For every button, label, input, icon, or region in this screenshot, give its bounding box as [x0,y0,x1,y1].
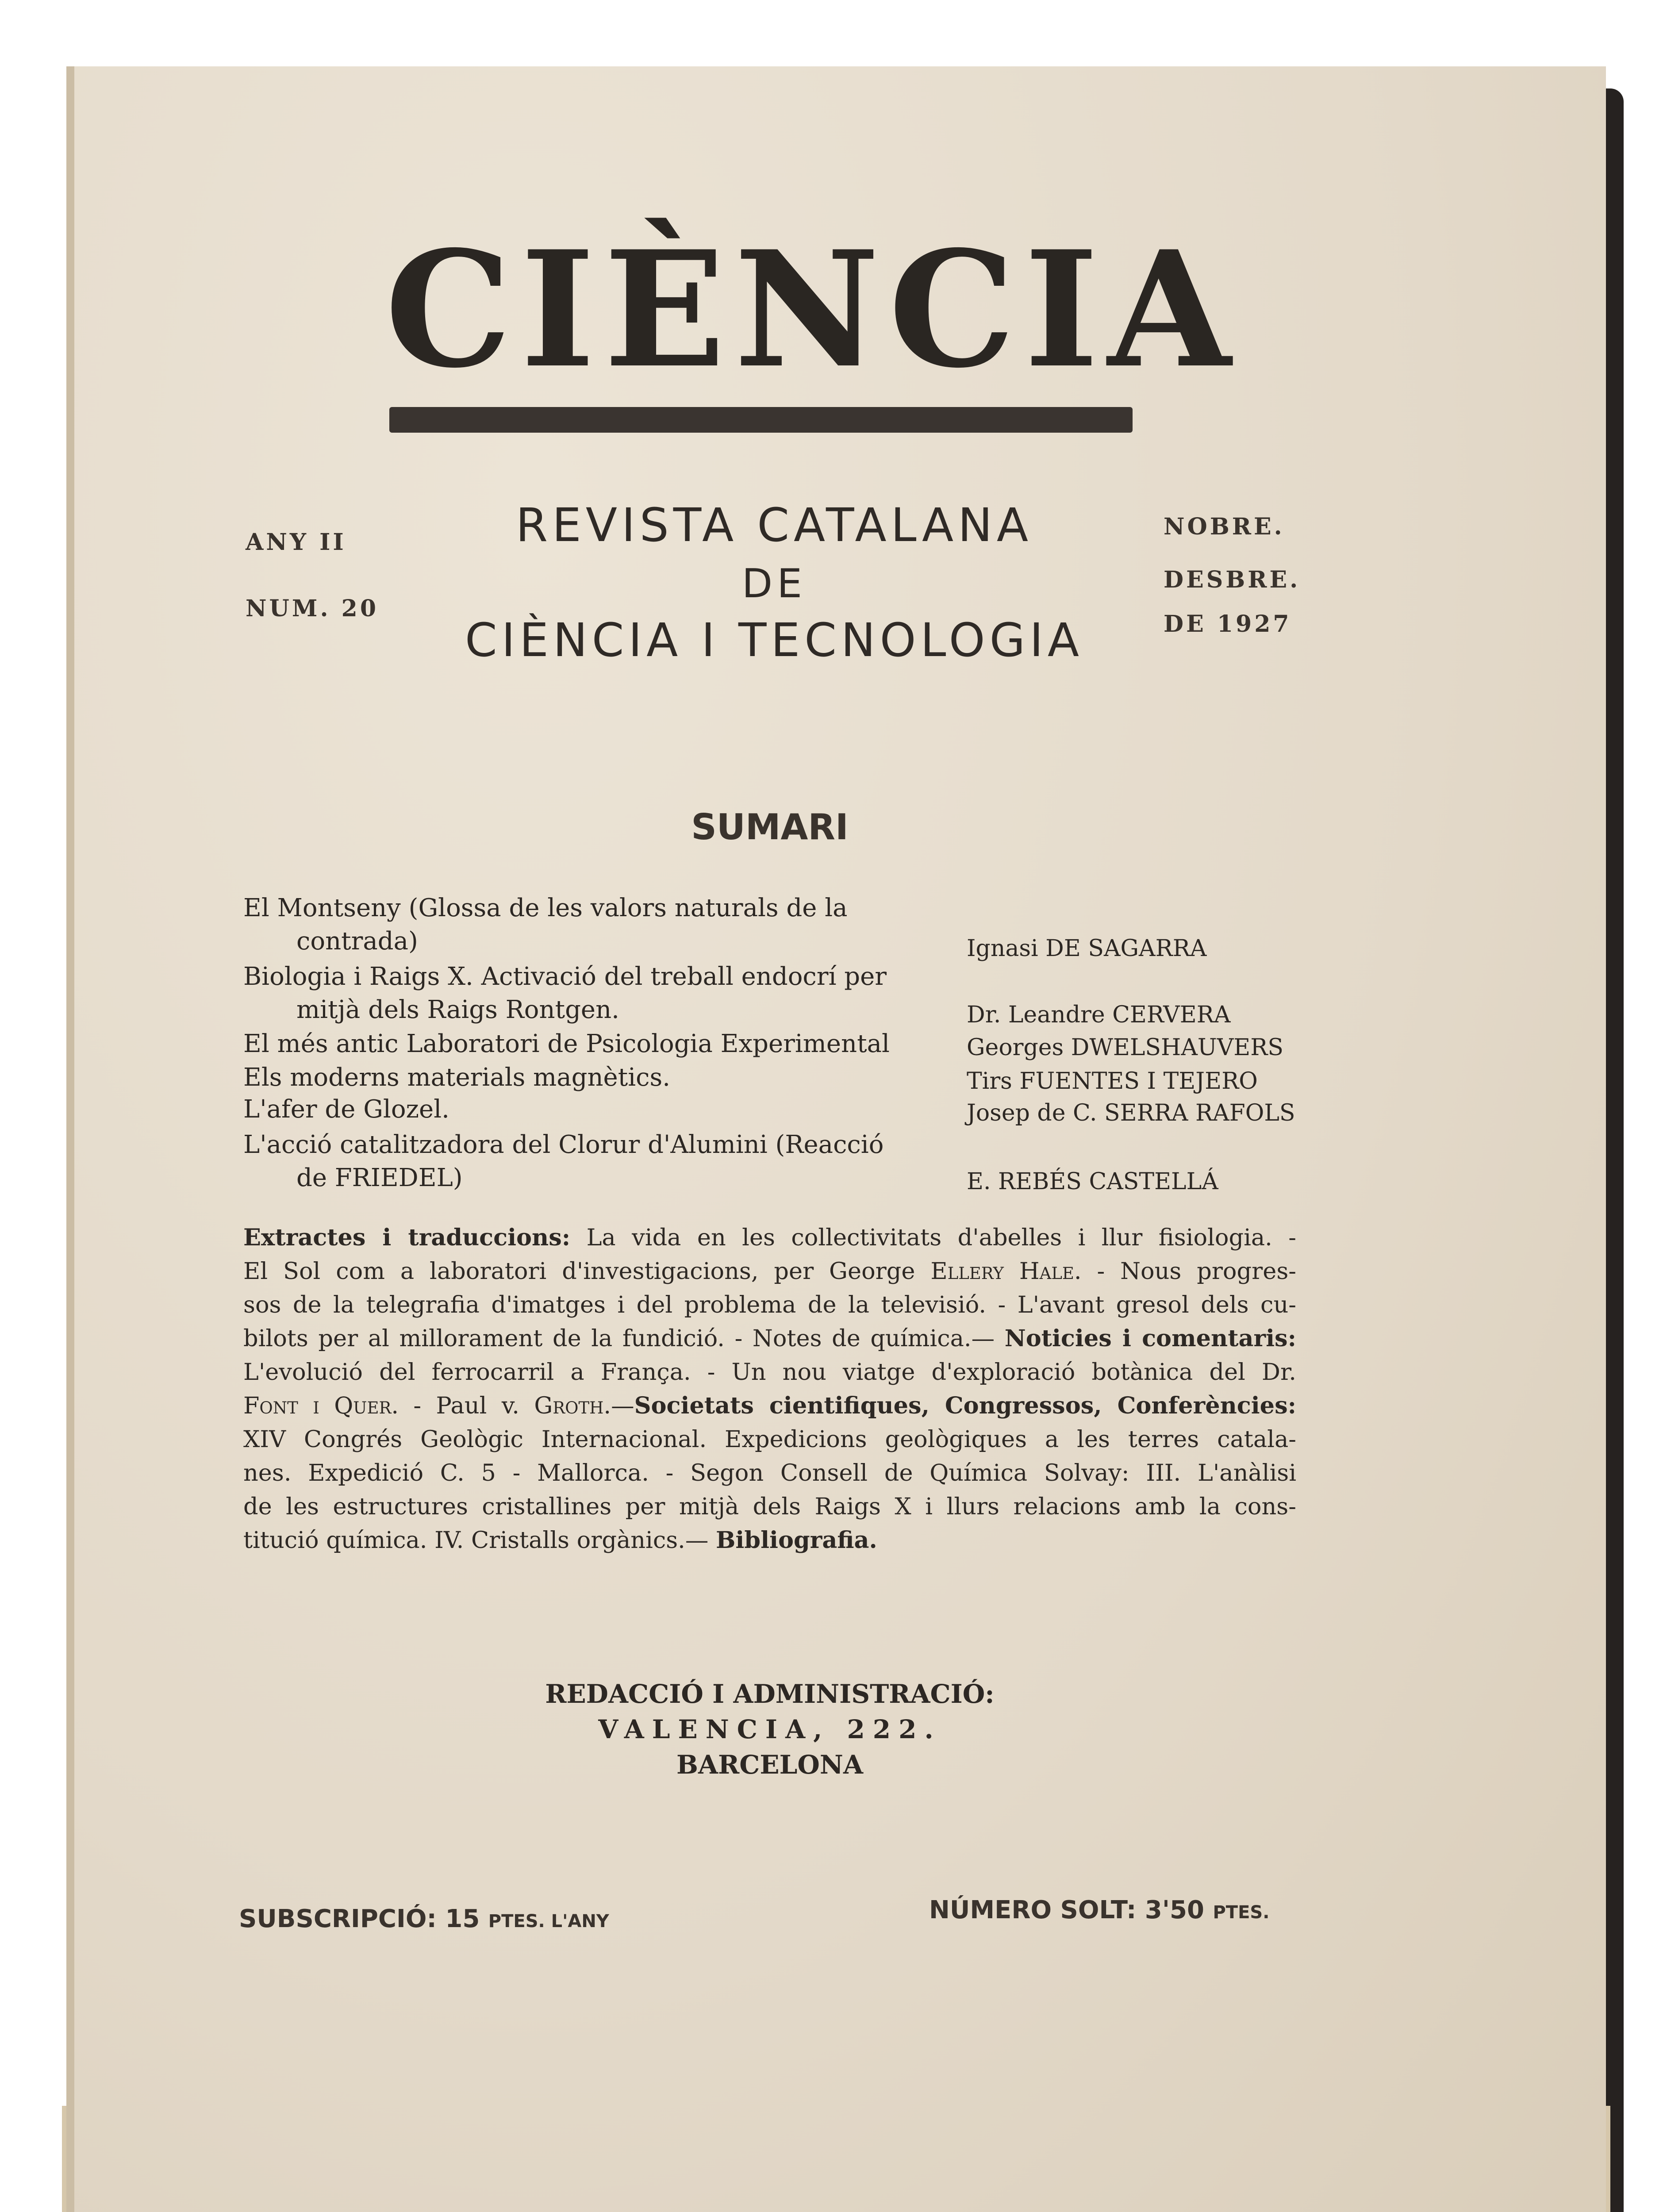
extracts-heading: Extractes i traduccions: [243,1224,571,1251]
subscription-price [239,1907,609,1932]
issue-year: DE 1927 [1164,611,1292,637]
extracts-line-7: XIV Congrés Geològic Internacional. Expedicions geològiques a les terres catala- [243,1426,1296,1453]
societies-heading: Societats cientifiques, Congressos, Conferències: [634,1392,1297,1419]
magazine-title: CIÈNCIA [385,216,1240,403]
toc-item-1-author: Ignasi DE SAGARRA [967,935,1207,962]
address-city: BARCELONA [676,1750,863,1780]
single-issue-price [929,1898,1269,1923]
issue-number: NUM. 20 [246,595,379,622]
title-underline [389,407,1133,433]
extracts-text: . - Nous progres- [1074,1258,1296,1285]
toc-item-3-title: El més antic Laboratori de Psicologia Experimental [243,1029,890,1058]
extracts-text: .— [603,1392,634,1419]
summary-heading: SUMARI [691,806,849,848]
extracts-text: bilots per al millorament de la fundició. - Notes de química.— [243,1325,1005,1352]
toc-item-6-line-1: L'acció catalitzadora del Clorur d'Alumini (Reacció [243,1130,884,1159]
year-label: ANY II [246,529,346,556]
bibliography-heading: Bibliografia. [716,1527,877,1554]
news-heading: Noticies i comentaris: [1004,1325,1296,1352]
extracts-text: La vida en les collectivitats d'abelles i llur fisiologia. - [586,1224,1296,1251]
toc-item-5-title: L'afer de Glozel. [243,1095,449,1124]
author-name: Groth [534,1392,604,1419]
subtitle-line-2: DE [741,561,807,607]
author-name: Font i Quer [243,1392,392,1419]
single-issue-label: NÚMERO SOLT: 3'50 [929,1896,1204,1924]
toc-item-3-author: Georges DWELSHAUVERS [967,1034,1284,1061]
address-street: VALENCIA, 222. [598,1714,941,1744]
month-line-1: NOBRE. [1164,513,1285,540]
extracts-text: titució química. IV. Cristalls orgànics.— [243,1527,716,1554]
month-line-2: DESBRE. [1164,566,1301,593]
extracts-line-6 [243,1389,1296,1423]
subtitle-line-1: REVISTA CATALANA [515,498,1033,552]
address-heading: REDACCIÓ I ADMINISTRACIÓ: [545,1679,995,1709]
extracts-text: El Sol com a laboratori d'investigacions, per George [243,1258,931,1285]
subscription-unit: PTES. L'ANY [488,1911,609,1932]
toc-item-2-author: Dr. Leandre CERVERA [967,1002,1231,1028]
toc-item-1-line-2: contrada) [296,927,418,956]
toc-item-4-title: Els moderns materials magnètics. [243,1063,671,1092]
extracts-line-5: L'evolució del ferrocarril a França. - Un nou viatge d'exploració botànica del Dr. [243,1359,1296,1386]
toc-item-2-line-1: Biologia i Raigs X. Activació del treball endocrí per [243,962,887,991]
toc-item-6-author: E. REBÉS CASTELLÁ [967,1168,1218,1195]
toc-item-4-author: Tirs FUENTES I TEJERO [967,1068,1258,1094]
toc-item-6-line-2: de FRIEDEL) [296,1164,463,1192]
subscription-label: SUBSCRIPCIÓ: 15 [239,1905,480,1933]
extracts-line-9: de les estructures cristallines per mitjà dels Raigs X i llurs relacions amb la cons- [243,1493,1296,1520]
extracts-line-3: sos de la telegrafia d'imatges i del problema de la televisió. - L'avant gresol dels cu- [243,1291,1296,1318]
toc-item-5-author: Josep de C. SERRA RAFOLS [967,1100,1295,1126]
extracts-line-4 [243,1322,1296,1356]
extracts-line-8: nes. Expedició C. 5 - Mallorca. - Segon Consell de Química Solvay: III. L'anàlisi [243,1459,1296,1486]
extracts-line-1 [243,1221,1296,1255]
toc-item-2-line-2: mitjà dels Raigs Rontgen. [296,995,619,1024]
extracts-line-2 [243,1255,1296,1288]
subtitle-line-3: CIÈNCIA I TECNOLOGIA [465,613,1084,667]
toc-item-1-line-1: El Montseny (Glossa de les valors naturals de la [243,894,848,922]
extracts-paragraph [243,1221,1296,1557]
extracts-text: . - Paul v. [391,1392,534,1419]
single-issue-unit: PTES. [1213,1902,1270,1923]
author-name: Ellery Hale [930,1258,1074,1285]
extracts-line-10 [243,1524,1296,1557]
